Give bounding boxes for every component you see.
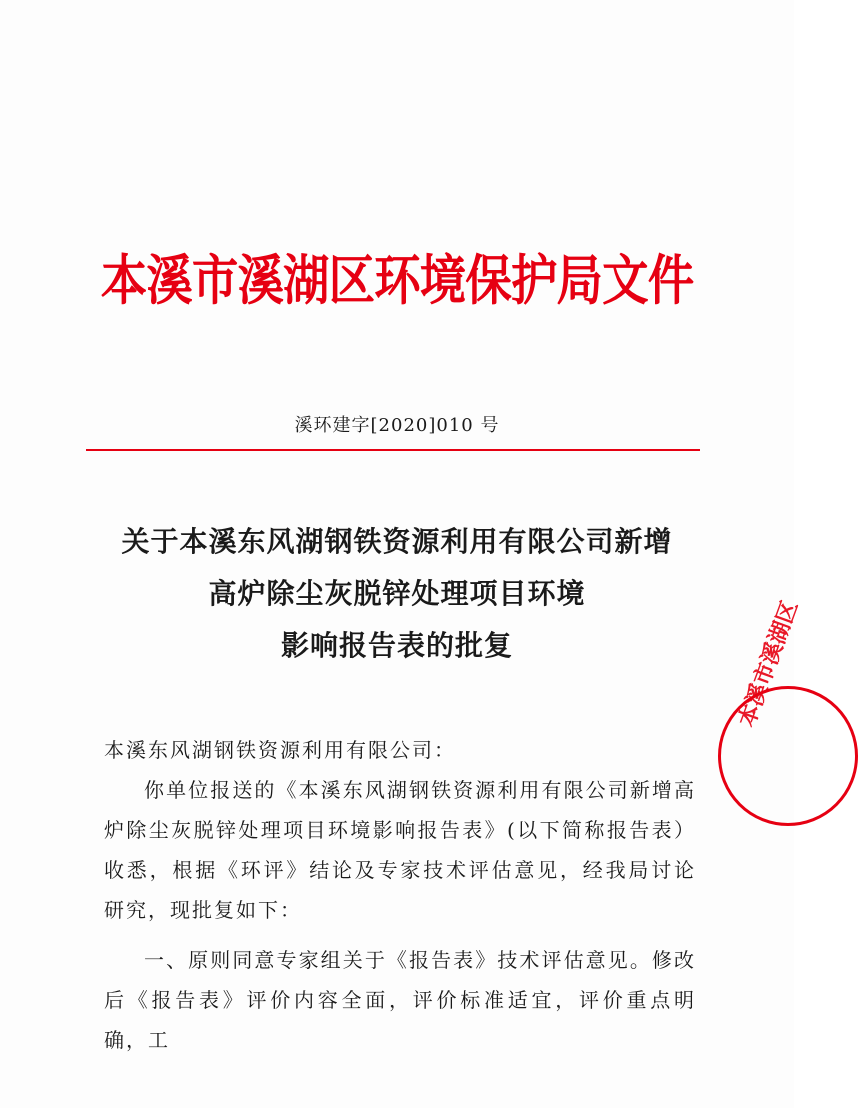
seal-text: 本溪市溪湖区 bbox=[733, 597, 804, 731]
body-paragraph-1: 你单位报送的《本溪东风湖钢铁资源利用有限公司新增高炉除尘灰脱锌处理项目环境影响报告表》(以下简称报告表）收悉，根据《环评》结论及专家技术评估意见，经我局讨论研究，现批复如下： bbox=[104, 778, 696, 922]
salutation: 本溪东风湖钢铁资源利用有限公司： bbox=[104, 738, 456, 762]
document-body bbox=[104, 730, 696, 1060]
red-divider-line bbox=[86, 449, 700, 451]
title-line-3: 影响报告表的批复 bbox=[280, 629, 513, 662]
body-paragraph-2: 一、原则同意专家组关于《报告表》技术评估意见。修改后《报告表》评价内容全面，评价标准适宜，评价重点明确，工 bbox=[104, 948, 696, 1052]
document-number: 溪环建字[2020]010 号 bbox=[294, 415, 500, 436]
title-line-2: 高炉除尘灰脱锌处理项目环境 bbox=[208, 577, 586, 610]
issuing-authority-header: 本溪市溪湖区环境保护局文件 bbox=[100, 249, 694, 312]
document-title bbox=[60, 516, 734, 672]
title-line-1: 关于本溪东风湖钢铁资源利用有限公司新增 bbox=[121, 525, 673, 558]
